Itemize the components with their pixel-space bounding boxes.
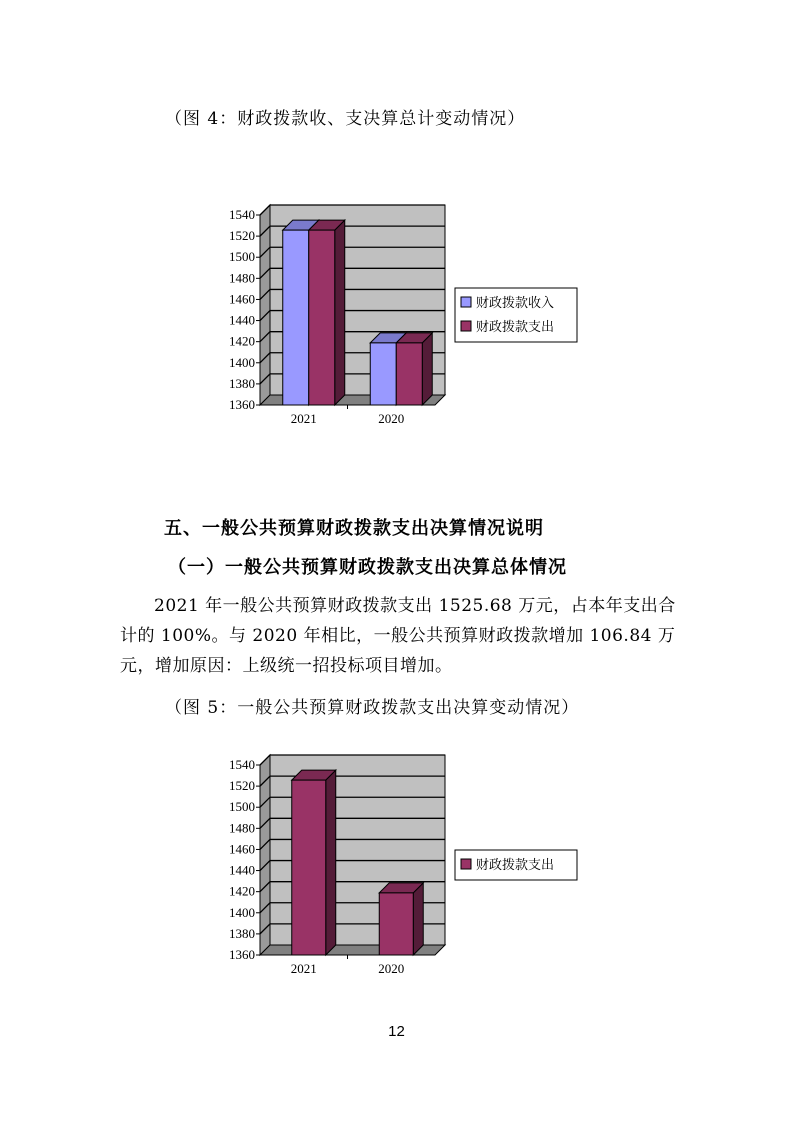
y-tick-label: 1500: [229, 249, 255, 265]
y-tick-label: 1400: [229, 904, 255, 920]
legend-swatch: [461, 859, 471, 869]
bar-side: [422, 333, 432, 405]
section-subheading: （一）一般公共预算财政拨款支出决算总体情况: [168, 557, 567, 578]
y-tick-label: 1540: [229, 207, 255, 222]
y-tick-label: 1520: [229, 778, 255, 794]
x-tick-label: 2021: [290, 961, 317, 976]
bar: [309, 230, 335, 405]
bar: [283, 230, 309, 405]
figure-5-caption: （图 5：一般公共预算财政拨款支出决算变动情况）: [165, 698, 580, 718]
bar: [370, 343, 396, 405]
legend-swatch: [461, 297, 471, 307]
y-tick-label: 1420: [229, 333, 255, 349]
bar: [396, 343, 422, 405]
y-tick-label: 1420: [229, 883, 255, 899]
y-tick-label: 1440: [229, 312, 255, 328]
y-tick-label: 1380: [229, 375, 255, 391]
section-paragraph: [120, 591, 676, 681]
y-tick-label: 1540: [229, 757, 255, 772]
legend-label: 财政拨款支出: [476, 857, 555, 872]
figure-4-caption: （图 4：财政拨款收、支决算总计变动情况）: [165, 109, 526, 129]
x-tick-label: 2020: [378, 411, 405, 426]
y-tick-label: 1480: [229, 820, 255, 836]
bar-side: [335, 220, 345, 405]
figure-4-bar-chart: [200, 195, 600, 435]
bar: [379, 893, 413, 955]
y-tick-label: 1460: [229, 291, 255, 307]
y-tick-label: 1440: [229, 862, 255, 878]
y-tick-label: 1460: [229, 841, 255, 857]
y-tick-label: 1360: [229, 947, 255, 962]
y-tick-label: 1500: [229, 799, 255, 815]
bar-side: [413, 883, 423, 955]
legend-label: 财政拨款收入: [476, 295, 555, 310]
figure-5-bar-chart: [200, 745, 600, 985]
y-tick-label: 1360: [229, 397, 255, 412]
bar-side: [326, 770, 336, 955]
page-number: 12: [388, 1023, 405, 1040]
x-tick-label: 2020: [378, 961, 405, 976]
y-tick-label: 1400: [229, 354, 255, 370]
legend-label: 财政拨款支出: [476, 319, 555, 334]
y-tick-label: 1520: [229, 228, 255, 244]
bar: [292, 780, 326, 955]
paragraph-text: 2021 年一般公共预算财政拨款支出 1525.68 万元，占本年支出合计的 100%。与 2020 年相比，一般公共预算财政拨款增加 106.84 万元，增加原因：上级统一招投标项目增加。: [120, 596, 676, 676]
y-tick-label: 1380: [229, 925, 255, 941]
y-tick-label: 1480: [229, 270, 255, 286]
x-tick-label: 2021: [290, 411, 317, 426]
legend-swatch: [461, 321, 471, 331]
section-heading: 五、一般公共预算财政拨款支出决算情况说明: [164, 518, 544, 539]
